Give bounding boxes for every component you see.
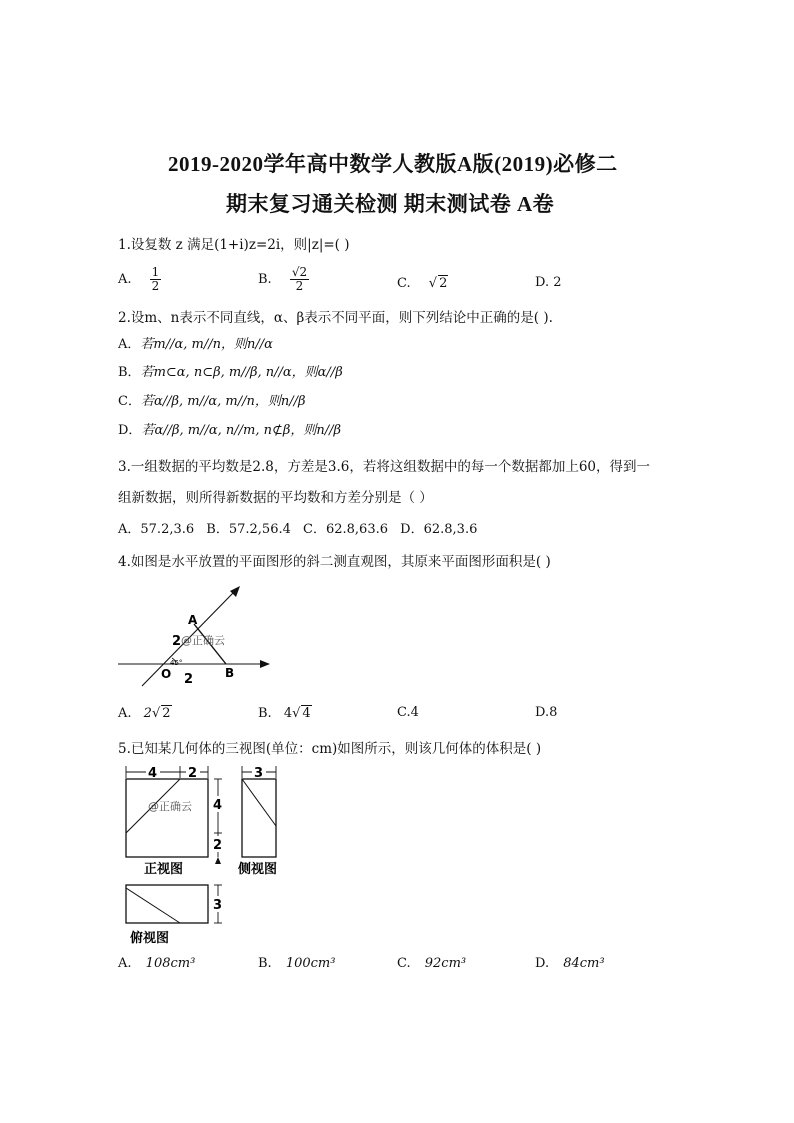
point-a-label: A: [188, 613, 198, 627]
question-3-option-b[interactable]: B．57.2,56.4: [206, 522, 291, 537]
fraction-numerator: 1: [151, 265, 160, 279]
side-width: 3: [254, 766, 264, 781]
option-value: 92cm³: [424, 956, 467, 971]
option-label: A.: [118, 272, 132, 287]
option-label: B．: [118, 365, 141, 380]
option-value: 84cm³: [563, 956, 605, 971]
question-4-option-d[interactable]: D.8: [535, 705, 558, 720]
question-5-stem: 5.已知某几何体的三视图(单位：cm)如图所示，则该几何体的体积是( ): [118, 741, 542, 757]
sqrt-sign: √: [428, 276, 438, 291]
front-width-left: 4: [148, 766, 158, 781]
oblique-axis-arrow: [230, 586, 240, 597]
option-value: 2: [553, 275, 562, 290]
question-1-option-d[interactable]: [535, 275, 562, 290]
side-ob-length: 2: [184, 672, 194, 687]
question-1-option-b[interactable]: [258, 266, 309, 293]
question-3-options: [118, 518, 477, 537]
option-label: D.: [535, 275, 550, 290]
question-4-option-a[interactable]: A. 2√ 2: [118, 706, 171, 721]
front-width-right: 2: [188, 766, 198, 781]
front-view-rect: [126, 779, 208, 857]
question-4-stem: 4.如图是水平放置的平面图形的斜二测直观图，其原来平面图形面积是( ): [118, 554, 551, 570]
coefficient: 2: [143, 706, 152, 721]
option-text: 若m⊂α, n⊂β, m//β, n//α，则α//β: [140, 365, 343, 380]
top-depth: 3: [213, 898, 223, 913]
side-view-diagonal: [242, 779, 276, 826]
fraction-denominator: 2: [151, 279, 160, 293]
side-view-rect: [242, 779, 276, 857]
page-title-line1: 2019-2020学年高中数学人教版A版(2019)必修二: [168, 152, 618, 176]
question-4-option-c[interactable]: C.4: [397, 705, 419, 720]
question-5-option-a[interactable]: A. 108cm³: [118, 956, 196, 971]
angle-label: 45°: [170, 659, 183, 667]
oblique-projection-figure: [112, 582, 282, 690]
watermark: @正确云: [181, 634, 225, 647]
sqrt-sign: √: [151, 706, 161, 721]
question-5-option-c[interactable]: C. 92cm³: [397, 956, 467, 971]
question-3-option-a[interactable]: A．57.2,3.6: [118, 522, 195, 537]
question-1-stem: 1.设复数 z 满足(1+i)z=2i，则|z|=( ): [118, 237, 350, 253]
radicand: 4: [302, 706, 311, 721]
top-view-rect: [126, 885, 208, 923]
fraction-denominator: 2: [295, 279, 304, 293]
side-oa-length: 2: [172, 634, 182, 649]
option-label: B.: [258, 272, 272, 287]
front-height-top: 4: [213, 798, 223, 813]
sqrt-sign: √: [292, 706, 301, 721]
page-title-line2: 期末复习通关检测 期末测试卷 A卷: [226, 192, 555, 216]
question-3-option-d[interactable]: D．62.8,3.6: [400, 522, 478, 537]
question-3-option-c[interactable]: C．62.8,63.6: [303, 522, 389, 537]
point-b-label: B: [225, 666, 235, 680]
option-value: 108cm³: [145, 956, 196, 971]
side-view-caption: 侧视图: [238, 862, 278, 877]
option-text: 若α//β, m//α, n//m, n⊄β，则n//β: [141, 423, 342, 438]
question-4-option-b[interactable]: B. 4√ 4: [258, 706, 311, 721]
three-view-figure: [116, 760, 296, 950]
question-2-stem: 2.设m、n表示不同直线，α、β表示不同平面，则下列结论中正确的是( ).: [118, 310, 553, 326]
top-view-diagonal: [126, 888, 180, 923]
question-5-option-b[interactable]: B. 100cm³: [258, 956, 336, 971]
option-value: 2: [439, 276, 448, 291]
option-label: A．: [118, 337, 141, 352]
point-o-label: O: [161, 667, 172, 681]
option-value: 100cm³: [285, 956, 336, 971]
question-2-option-a[interactable]: [118, 333, 273, 352]
front-height-bottom: 2: [213, 838, 223, 853]
question-3-stem-line1: 3.一组数据的平均数是2.8，方差是3.6，若将这组数据中的每一个数据都加上60，得到一: [118, 459, 650, 475]
front-view-caption: 正视图: [144, 862, 184, 877]
coefficient: 4: [283, 706, 293, 721]
question-2-option-d[interactable]: [118, 419, 341, 438]
x-axis-arrow: [260, 660, 270, 668]
question-2-option-c[interactable]: [118, 390, 306, 409]
question-1-option-c[interactable]: [397, 275, 448, 291]
radicand: 2: [162, 706, 171, 721]
fraction: [290, 266, 309, 293]
fraction: [150, 266, 162, 293]
question-1-option-a[interactable]: [118, 266, 161, 293]
watermark: @正确云: [148, 800, 192, 813]
option-text: 若α//β, m//α, m//n，则n//β: [140, 394, 306, 409]
fraction-numerator: √2: [291, 265, 308, 279]
question-2-option-b[interactable]: [118, 361, 343, 380]
option-text: 若m//α, m//n，则n//α: [140, 337, 273, 352]
option-label: C．: [118, 394, 141, 409]
top-view-caption: 俯视图: [130, 931, 170, 946]
question-3-stem-line2: 组新数据，则所得新数据的平均数和方差分别是（ ）: [118, 490, 433, 506]
question-5-option-d[interactable]: D. 84cm³: [535, 956, 605, 971]
option-label: C.: [397, 276, 411, 291]
option-label: D．: [118, 423, 142, 438]
